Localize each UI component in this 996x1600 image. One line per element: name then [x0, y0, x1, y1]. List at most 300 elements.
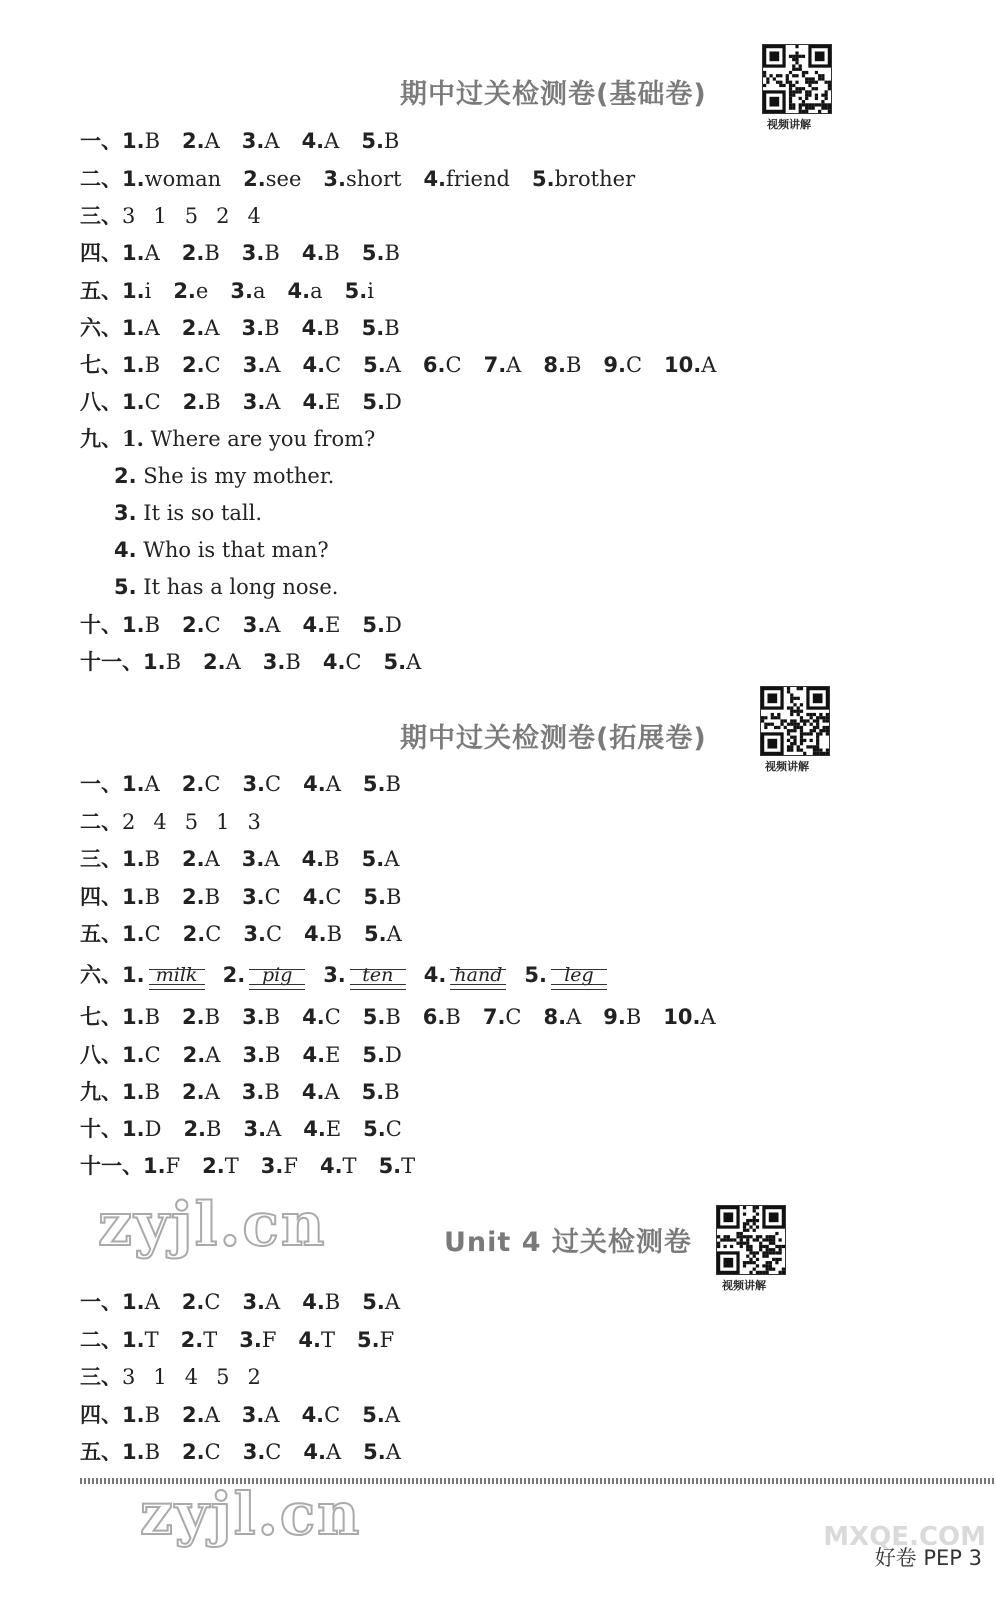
answer-item [242, 882, 281, 912]
answer-value: C [324, 1403, 341, 1427]
watermark-logo: zyjl.cn [140, 1480, 362, 1548]
answer-item [122, 1287, 160, 1317]
answer-item [242, 1040, 280, 1070]
item-number: 1. [122, 241, 145, 265]
item-number: 3. [242, 772, 266, 796]
qr-code-icon[interactable] [762, 44, 832, 114]
answer-row [80, 126, 421, 156]
item-number: 4. [423, 963, 447, 987]
item-number: 5. [361, 316, 385, 340]
item-number: 3. [241, 847, 265, 871]
answer-item [362, 844, 400, 874]
answer-value: 2 [247, 1365, 261, 1389]
item-number: 1. [122, 316, 145, 340]
answer-item [302, 1400, 341, 1430]
answer-row [80, 1362, 279, 1392]
answer-item [182, 1002, 220, 1032]
answer-item [242, 313, 280, 343]
item-number: 3. [241, 1403, 265, 1427]
answer-item [202, 1151, 239, 1181]
answer-item [323, 164, 401, 194]
answer-item [122, 1437, 160, 1467]
item-number: 3. [323, 963, 346, 987]
answer-item [182, 1400, 220, 1430]
item-number: 3. [243, 922, 266, 946]
answer-row [80, 1114, 424, 1144]
answer-value: A [264, 129, 280, 153]
answer-item [242, 1400, 280, 1430]
answer-item [363, 1002, 401, 1032]
answer-item [242, 1077, 280, 1107]
answer-item [243, 1437, 282, 1467]
answer-value: B [204, 1005, 221, 1029]
answer-value: A [266, 1117, 282, 1141]
item-number: 2. [181, 772, 205, 796]
item-number: 1. [122, 1440, 145, 1464]
answer-value: 5 [216, 1365, 230, 1389]
answer-value: A [204, 129, 220, 153]
answer-value: T [224, 1154, 239, 1178]
answer-value: C [264, 885, 281, 909]
answer-item [423, 164, 510, 194]
answer-value: A [144, 1290, 160, 1314]
answer-item [182, 238, 220, 268]
item-number: 2. [202, 1154, 225, 1178]
answer-value: 5 [184, 810, 199, 834]
item-number: 3. [241, 241, 265, 265]
answer-value: 3 [122, 204, 136, 228]
answer-value: Who is that man? [143, 538, 329, 562]
answer-value: B [324, 847, 340, 871]
item-number: 1. [122, 167, 145, 191]
answer-value: A [265, 390, 281, 414]
item-number: 7. [483, 353, 507, 377]
answer-item [364, 919, 402, 949]
item-number: 1. [122, 279, 145, 303]
answer-value: C [144, 390, 161, 414]
answer-item [320, 1151, 357, 1181]
item-number: 5. [362, 1403, 385, 1427]
answer-item [303, 1114, 341, 1144]
answer-value: B [264, 241, 280, 265]
answer-value: 4 [184, 1365, 199, 1389]
item-number: 2. [182, 922, 206, 946]
answer-value: F [379, 1328, 395, 1352]
answer-item [122, 610, 160, 640]
answer-value: 5 [184, 204, 199, 228]
answer-value: A [324, 1080, 340, 1104]
question-number: 四、 [80, 241, 122, 265]
answer-value: 4 [247, 204, 261, 228]
answer-item [223, 960, 324, 991]
question-number: 五、 [80, 1440, 122, 1464]
item-number: 2. [182, 885, 205, 909]
answer-item [122, 126, 160, 156]
item-number: 8. [543, 1005, 567, 1029]
answer-item [362, 610, 401, 640]
section-title-midterm-extended: 期中过关检测卷(拓展卷) [400, 723, 707, 754]
answer-row [80, 1040, 424, 1070]
answer-row [80, 350, 738, 380]
answer-row [80, 844, 421, 874]
answer-value: woman [144, 167, 222, 191]
answer-item [362, 1040, 401, 1070]
item-number: 1. [122, 885, 145, 909]
answer-value: B [265, 1043, 281, 1067]
answer-value: She is my mother. [143, 464, 335, 488]
qr-code-icon[interactable] [716, 1205, 786, 1275]
answer-value: B [383, 129, 400, 153]
answer-item [122, 1040, 161, 1070]
answer-value: A [701, 353, 717, 377]
item-number: 2. [182, 1403, 205, 1427]
answer-value: T [401, 1154, 416, 1178]
question-number: 九、 [80, 1080, 122, 1104]
answer-value: E [325, 613, 341, 637]
question-number: 一、 [80, 772, 122, 796]
answer-item [363, 1437, 401, 1467]
answer-value: 1 [216, 810, 230, 834]
item-number: 2. [173, 279, 196, 303]
item-number: 1. [122, 1290, 145, 1314]
answer-value: T [320, 1328, 335, 1352]
item-number: 10. [664, 353, 702, 377]
item-number: 2. [182, 847, 205, 871]
item-number: 4. [303, 772, 326, 796]
answer-value: D [385, 390, 402, 414]
answer-row [80, 1077, 422, 1107]
section-title-unit4: Unit 4 过关检测卷 [444, 1227, 692, 1258]
answer-row [80, 610, 424, 640]
answer-value: e [195, 279, 209, 303]
item-number: 1. [122, 1328, 145, 1352]
item-number: 2. [182, 613, 205, 637]
answer-value: C [265, 1440, 282, 1464]
answer-value: B [565, 353, 582, 377]
item-number: 5. [363, 1440, 386, 1464]
answer-value: i [367, 279, 374, 303]
answer-item [302, 610, 340, 640]
answer-item [362, 1287, 400, 1317]
answer-item [243, 919, 282, 949]
item-number: 3. [242, 613, 266, 637]
answer-item [362, 1400, 400, 1430]
item-number: 3. [242, 1290, 266, 1314]
item-number: 4. [303, 1440, 326, 1464]
answer-value: A [144, 316, 160, 340]
answer-item [424, 960, 525, 991]
answer-row [80, 1287, 422, 1317]
qr-code-icon[interactable] [760, 686, 830, 756]
answer-item [182, 610, 221, 640]
answer-value: B [264, 316, 280, 340]
answer-value: A [204, 847, 220, 871]
handwritten-answer: leg [551, 963, 607, 991]
answer-item [239, 1325, 276, 1355]
answer-value: 2 [122, 810, 136, 834]
handwritten-answer: pig [249, 963, 305, 991]
answer-subrow [114, 572, 338, 602]
item-number: 3. [260, 1154, 284, 1178]
answer-row [80, 882, 423, 912]
answer-item [203, 647, 241, 677]
answer-value: B [165, 650, 182, 674]
answer-value: F [261, 1328, 277, 1352]
answer-value: A [225, 650, 241, 674]
answer-item [363, 350, 401, 380]
question-number: 二、 [80, 167, 122, 191]
item-number: 2. [182, 1080, 205, 1104]
answer-row [80, 960, 625, 990]
item-number: 5. [361, 129, 384, 153]
item-number: 5. [362, 613, 385, 637]
item-number: 2. [180, 1328, 204, 1352]
answer-value: D [144, 1117, 162, 1141]
answer-item [303, 882, 342, 912]
answer-value: B [144, 1005, 161, 1029]
item-number: 4. [114, 538, 137, 562]
answer-item [532, 164, 635, 194]
item-number: 4. [302, 885, 326, 909]
item-number: 5. [363, 1117, 386, 1141]
item-number: 4. [304, 922, 327, 946]
answer-value: E [325, 390, 341, 414]
item-number: 4. [302, 390, 326, 414]
answer-value: 1 [153, 204, 167, 228]
answer-item [302, 1040, 340, 1070]
answer-value: B [204, 885, 221, 909]
answer-item [287, 276, 322, 306]
item-number: 1. [122, 1005, 145, 1029]
item-number: 4. [301, 129, 325, 153]
item-number: 3. [114, 501, 137, 525]
answer-value: C [205, 922, 222, 946]
answer-value: B [144, 353, 161, 377]
item-number: 1. [122, 772, 145, 796]
answer-value: A [204, 1080, 220, 1104]
item-number: 5. [357, 1328, 380, 1352]
item-number: 1. [122, 1043, 145, 1067]
answer-item [323, 960, 424, 991]
item-number: 4. [302, 353, 326, 377]
item-number: 1. [122, 847, 145, 871]
item-number: 1. [122, 129, 145, 153]
answer-item [357, 1325, 394, 1355]
answer-item [302, 313, 340, 343]
item-number: 1. [122, 922, 145, 946]
item-number: 3. [323, 167, 346, 191]
item-number: 1. [122, 963, 145, 987]
item-number: 3. [241, 316, 265, 340]
answer-value: A [506, 353, 522, 377]
item-number: 5. [362, 1005, 386, 1029]
answer-row [80, 807, 279, 837]
answer-item [483, 1002, 522, 1032]
answer-value: D [385, 613, 402, 637]
qr-caption: 视频讲解 [765, 760, 809, 773]
answer-value: A [325, 1440, 342, 1464]
item-number: 2. [182, 390, 206, 414]
answer-value: B [324, 316, 340, 340]
answer-row [80, 424, 375, 454]
answer-subrow [114, 535, 329, 565]
item-number: 4. [319, 1154, 343, 1178]
item-number: 5. [362, 390, 385, 414]
answer-row [80, 769, 423, 799]
answer-item [304, 919, 342, 949]
answer-item [302, 387, 340, 417]
watermark-site: MXQE.COM [823, 1522, 986, 1552]
answer-value: C [324, 1005, 341, 1029]
answer-value: Where are you from? [150, 427, 376, 451]
item-number: 4. [423, 167, 447, 191]
item-number: 1. [143, 650, 166, 674]
item-number: 4. [301, 1080, 325, 1104]
item-number: 2. [182, 1005, 205, 1029]
answer-value: B [386, 885, 402, 909]
answer-item [524, 960, 625, 991]
item-number: 5. [362, 1043, 385, 1067]
item-number: 2. [181, 241, 205, 265]
answer-value: A [384, 847, 400, 871]
item-number: 6. [422, 1005, 446, 1029]
answer-value: It has a long nose. [143, 575, 339, 599]
item-number: 5. [362, 772, 386, 796]
answer-item [263, 647, 301, 677]
item-number: 3. [241, 129, 265, 153]
answer-item [122, 1002, 160, 1032]
answer-value: A [384, 1290, 400, 1314]
item-number: 5. [362, 1290, 385, 1314]
answer-value: A [204, 316, 220, 340]
answer-item [362, 1077, 400, 1107]
answer-item [181, 1325, 218, 1355]
item-number: 3. [242, 1005, 265, 1029]
item-number: 4. [302, 1290, 325, 1314]
item-number: 1. [122, 353, 145, 377]
answer-item [122, 238, 160, 268]
item-number: 6. [422, 353, 446, 377]
answer-item [182, 126, 220, 156]
item-number: 2. [181, 1290, 205, 1314]
answer-value: C [345, 650, 362, 674]
answer-value: A [204, 1403, 220, 1427]
answer-value: B [385, 772, 401, 796]
answer-item [302, 238, 340, 268]
answer-value: A [325, 772, 341, 796]
answer-value: A [144, 772, 160, 796]
item-number: 3. [239, 1328, 262, 1352]
item-number: 3. [243, 1117, 267, 1141]
question-number: 五、 [80, 922, 122, 946]
answer-item [143, 1151, 180, 1181]
answer-item [362, 238, 400, 268]
answer-item [303, 769, 341, 799]
answer-value: B [285, 650, 301, 674]
answer-value: a [310, 279, 323, 303]
question-number: 八、 [80, 1043, 122, 1067]
answer-value: short [346, 167, 402, 191]
answer-value: C [265, 772, 282, 796]
answer-value: C [325, 885, 342, 909]
answer-item [663, 1002, 715, 1032]
answer-item [302, 350, 341, 380]
answer-value: T [203, 1328, 218, 1352]
item-number: 3. [230, 279, 253, 303]
question-number: 三、 [80, 1365, 122, 1389]
answer-value: A [384, 1403, 400, 1427]
answer-row [80, 238, 422, 268]
answer-item [361, 126, 399, 156]
question-number: 五、 [80, 279, 122, 303]
item-number: 2. [114, 464, 137, 488]
answer-row [80, 276, 396, 306]
answer-value: A [324, 129, 340, 153]
answer-item [182, 1287, 221, 1317]
item-number: 4. [303, 1117, 326, 1141]
answer-value: A [385, 1440, 401, 1464]
answer-row [80, 387, 424, 417]
question-number: 一、 [80, 1290, 122, 1314]
answer-value: C [204, 1440, 221, 1464]
answer-value: F [283, 1154, 298, 1178]
answer-value: T [342, 1154, 357, 1178]
item-number: 5. [363, 885, 386, 909]
answer-value: A [264, 1403, 280, 1427]
answer-value: B [144, 885, 161, 909]
answer-item [183, 1040, 221, 1070]
answer-item [242, 238, 280, 268]
answer-item [302, 1077, 340, 1107]
item-number: 2. [182, 1043, 206, 1067]
answer-value: 3 [247, 810, 261, 834]
question-number: 七、 [80, 353, 122, 377]
item-number: 3. [242, 390, 266, 414]
answer-item [122, 313, 160, 343]
question-number: 十一、 [80, 1154, 143, 1178]
answer-value: B [264, 1005, 281, 1029]
answer-row [80, 1437, 423, 1467]
answer-value: C [204, 353, 221, 377]
item-number: 5. [383, 650, 407, 674]
item-number: 5. [378, 1154, 402, 1178]
item-number: 4. [322, 650, 346, 674]
answer-value: B [144, 129, 161, 153]
answer-item [363, 1114, 402, 1144]
answer-value: friend [446, 167, 510, 191]
answer-row [80, 201, 279, 231]
answer-value: It is so tall. [143, 501, 263, 525]
qr-caption: 视频讲解 [767, 118, 811, 131]
item-number: 3. [242, 1440, 266, 1464]
answer-value: B [385, 1005, 401, 1029]
item-number: 3. [262, 650, 286, 674]
question-number: 十、 [80, 1117, 122, 1141]
answer-value: B [205, 390, 221, 414]
answer-value: B [264, 1080, 280, 1104]
answer-value: C [505, 1005, 522, 1029]
item-number: 1. [122, 390, 145, 414]
answer-value: 4 [153, 810, 167, 834]
answer-item [122, 164, 221, 194]
answer-item [143, 647, 181, 677]
question-number: 二、 [80, 1328, 122, 1352]
item-number: 5. [364, 922, 387, 946]
question-number: 八、 [80, 390, 122, 414]
item-number: 2. [243, 167, 266, 191]
answer-value: C [144, 1043, 161, 1067]
answer-item [544, 1002, 582, 1032]
